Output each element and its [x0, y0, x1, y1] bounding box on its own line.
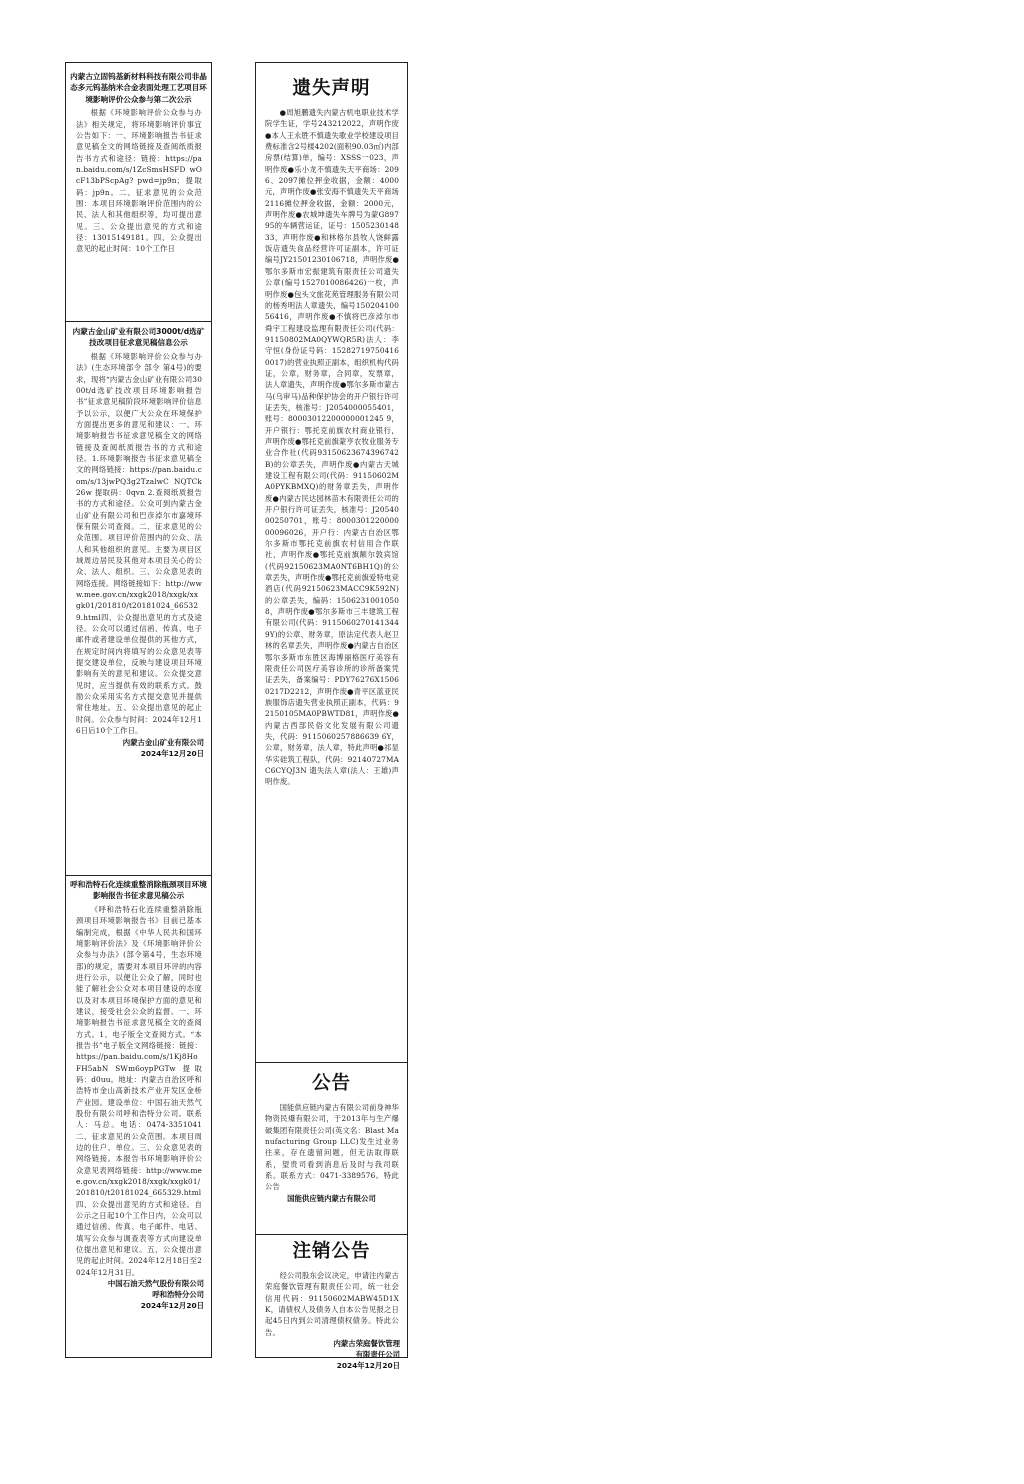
- cancellation-signature-org: 内蒙古荣庭餐饮管理: [333, 1339, 400, 1349]
- notice-libgu-tungsten: [66, 71, 211, 317]
- divider: [255, 1234, 408, 1235]
- left-notice-column: [65, 62, 212, 1358]
- notice-signature-date: 2024年12月20日: [140, 748, 204, 758]
- notice-body: 根据《环境影响评价公众参与办法》相关规定，将环境影响评价事宜公告如下：一、环境影响报告书征求意见稿全文的网络链接及查阅纸质报告书方式和途径：链接：https://pan.baidu.com/s/1ZcSmsHSFD wOcF13bPScpAg? pwd=jp9n；提取码：jp9n。二、征求意见的公众范围：本项目环境影响评价范围内的公民、法人和其他组织等，均可提出意见。三、公众提出意见的方式和途径：13015149181。四、公众提出意见的起止时间：10个工作日: [76, 108, 202, 254]
- loss-statement-body: ●周旭鹏遗失内蒙古机电职业技术学院学生证，学号243212022，声明作废●本人王永胜不慎遗失歌业学校建设项目费标准含2号楼4202(面积90.03㎡)内部房票(结算)单，编号：XSSS一023，声明作废●乐小龙不慎遗失天平商场：2096、2097摊位押金收据，金额：4000元，声明作废●张安海不慎遗失天平商场2116摊位押金收据，金额：2000元，声明作废●农城坤遗失车牌号为蒙G89795的车辆营运证，证号：150523014833，声明作废●和林格尔县牧人饶鲜露饭店遗失食品经营许可证副本，许可证编号JY21501230106718，声明作废●鄂尔多斯市宏振建筑有限责任公司遗失公章(编号1527010086426)一枚，声明作废●包头文旅花苑管理服务有限公司的杨秀明法人章遗失，编号15020410056416，声明作废●不慎将巴彦淖尔市舜宇工程建设监理有限责任公司(代码：91150802MA0QYWQR5R)法人：李守恒(身份证号码：152827197504160017)的营业执照正副本，组织机构代码证，公章，财务章，合同章，发票章，法人章遗失，声明作废●鄂尔多斯市蒙古马(乌审马)品种保护协会的开户银行许可证丢失，核准号：J2054000055401，账号：80003012200000001245 9，开户银行：鄂托克前旗农村商业银行，声明作废●鄂托克前旗蒙亨农牧业服务专业合作社(代码93150623674396742B)的公章丢失，声明作废●内蒙古天城建设工程有限公司(代码：91150602MA0PYKBMXQ)的财务章丢失，声明作废●内蒙古民达园林苗木有限责任公司的开户银行许可证丢失，核准号：J2054000250701，账号：800030122000000096026，开户行：内蒙古自治区鄂尔多斯市鄂托克前旗农村信用合作联社，声明作废●鄂托克前旗额尔敦宾馆(代码92150623MA0NT6BH1Q)的公章丢失，声明作废●鄂托克前旗爱特电竞酒店(代码92150623MACC9K592N)的公章丢失，编码：15062310010508，声明作废●鄂尔多斯市三丰建筑工程有限公司(代码：91150602701413449Y)的公章、财务章，原法定代表人赵卫林的名章丢失，声明作废●内蒙古自治区鄂尔多斯市东胜区海博丽格医疗美容有限责任公司医疗美容诊所的诊所备案凭证丢失，备案编号：PDY76276X15060217D2212，声明作废●青平区蓝亚民族服饰店遗失营业执照正副本，代码：92150105MA0PBWTD81，声明作废●内蒙古西部民俗文化发展有限公司遗失，代码：9115060257886639 6Y，公章，财务章，法人章，特此声明●祁显华实硅筑工程队，代码：92140727MAC6CYQJ3N 遗失法人章(法人：王雄)声明作废。: [265, 108, 399, 787]
- notice-signature-org: 中国石油天然气股份有限公司: [107, 1279, 204, 1289]
- notice-title: 呼和浩特石化连续重整消除瓶颈项目环境影响报告书征求意见稿公示: [70, 880, 207, 901]
- notice-jinshan-mining: [66, 325, 211, 873]
- loss-statement-title: 遗失声明: [292, 78, 371, 99]
- notice-title: 内蒙古金山矿业有限公司3000t/d选矿技改项目征求意见稿信息公示: [72, 327, 205, 348]
- announcement-title: 公告: [311, 1073, 351, 1094]
- announcement-signature: 国能供应链内蒙古有限公司: [287, 1193, 376, 1203]
- notice-signature-branch: 呼和浩特分公司: [152, 1290, 204, 1300]
- divider: [255, 1062, 408, 1063]
- notice-signature-date: 2024年12月20日: [140, 1301, 204, 1311]
- notice-signature-org: 内蒙古金山矿业有限公司: [122, 737, 204, 747]
- cancellation-signature-org-cont: 有限责任公司: [355, 1350, 400, 1360]
- loss-statement-section: [256, 77, 407, 1062]
- notice-body: 《呼和浩特石化连续重整消除瓶颈项目环境影响报告书》目前已基本编制完成，根据《中华人民共和国环境影响评价法》及《环境影响评价公众参与办法》(部令第4号，生态环境部)的规定，需要对本项目环评的内容进行公示，以便让公众了解，同时也能了解社会公众对本项目建设的态度以及对本项目环境保护方面的意见和建议，接受社会公众的监督。一、环境影响报告书征求意见稿全文的查阅方式。1、电子版全文查阅方式。“本报告书”电子版全文网络链接：链接：https://pan.baidu.com/s/1Kj8HoFH5abN SWm6oypPGTw 提取码：d0uu。地址：内蒙古自治区呼和浩特市金山高新技术产业开发区金桥产业园。建设单位：中国石油天然气股份有限公司呼和浩特分公司。联系人：马总。电话：0474-3351041 二、征求意见的公众范围。本项目周边的住户、单位。三、公众意见表的网络链接。本报告书环境影响评价公众意见表网络链接：http://www.mee.gov.cn/xxgk2018/xxgk/xxgk01/201810/t20181024_665329.html四、公众提出意见的方式和途径。自公示之日起10个工作日内，公众可以通过信函、传真、电子邮件、电话、填写公众参与调查表等方式向建设单位提出意见和建议。五、公众提出意见的起止时间。2024年12月18日至2024年12月31日。: [76, 904, 202, 1277]
- announcement-section: [256, 1072, 407, 1234]
- notice-body: 根据《环境影响评价公众参与办法》(生态环境部令 部令 第4号)的要求，现将“内蒙古金山矿业有限公司3000t/d选矿技改项目环境影响报告书”征求意见稿阶段环境影响评价信息予以公示，以便广大公众在环境保护方面提出更多的意见和建议：一、环境影响报告书征求意见稿全文的网络链接及查阅纸质报告书的方式和途径。1.环境影响报告书征求意见稿全文的网络链接：https://pan.baidu.com/s/13jwPQ3g2TzalwC NQTCk26w 提取码：0qvn 2.查阅纸质报告书的方式和途径。公众可到内蒙古金山矿业有限公司和巴彦淖尔市嘉境环保有限公司查阅。二、征求意见的公众范围。项目评价范围内的公众、法人和其他组织的意见。主要为项目区域周边居民及其他对本项目关心的公众、法人、组织。三、公众意见表的网络连接。网络链接如下：http://www.mee.gov.cn/xxgk2018/xxgk/xxgk01/201810/t20181024_665329.html四、公众提出意见的方式及途径。公众可以通过信函、传真、电子邮件或者建设单位提供的其他方式，在规定时间内将填写的公众意见表等提交建设单位，反映与建设项目环境影响有关的意见和建议。公众提交意见时，应当提供有效的联系方式。鼓励公众采用实名方式提交意见并提供常住地址。五、公众提出意见的起止时间。公众参与时间：2024年12月16日后10个工作日。: [76, 351, 202, 736]
- cancellation-section: [256, 1240, 407, 1371]
- announcement-body: 国能供应链内蒙古有限公司前身神华物资民爆有限公司，于2013年与生产爆破集团有限责任公司(英文名：Blast Manufacturing Group LLC)发生过业务往来，存在遗留问题，但无法取得联系，望贵司看到消息后及时与我司联系。联系方式：0471-3389576。特此公告: [265, 1103, 399, 1192]
- notice-title: 内蒙古立固钨基新材料科技有限公司非晶态多元钨基纳米合金表面处理工艺项目环境影响评价公众参与第二次公示: [70, 72, 207, 104]
- cancellation-signature-date: 2024年12月20日: [336, 1361, 400, 1371]
- divider: [66, 875, 211, 876]
- divider: [66, 321, 211, 322]
- cancellation-title: 注销公告: [292, 1241, 371, 1262]
- cancellation-body: 经公司股东会议决定，申请注内蒙古荣庭餐饮管理有限责任公司，统一社会信用代码：91150602MABW45D1XK，请债权人及债务人自本公告见报之日起45日内到公司清理债权债务。特此公告。: [265, 1271, 399, 1337]
- notice-hohhot-petrochem: [66, 879, 211, 1355]
